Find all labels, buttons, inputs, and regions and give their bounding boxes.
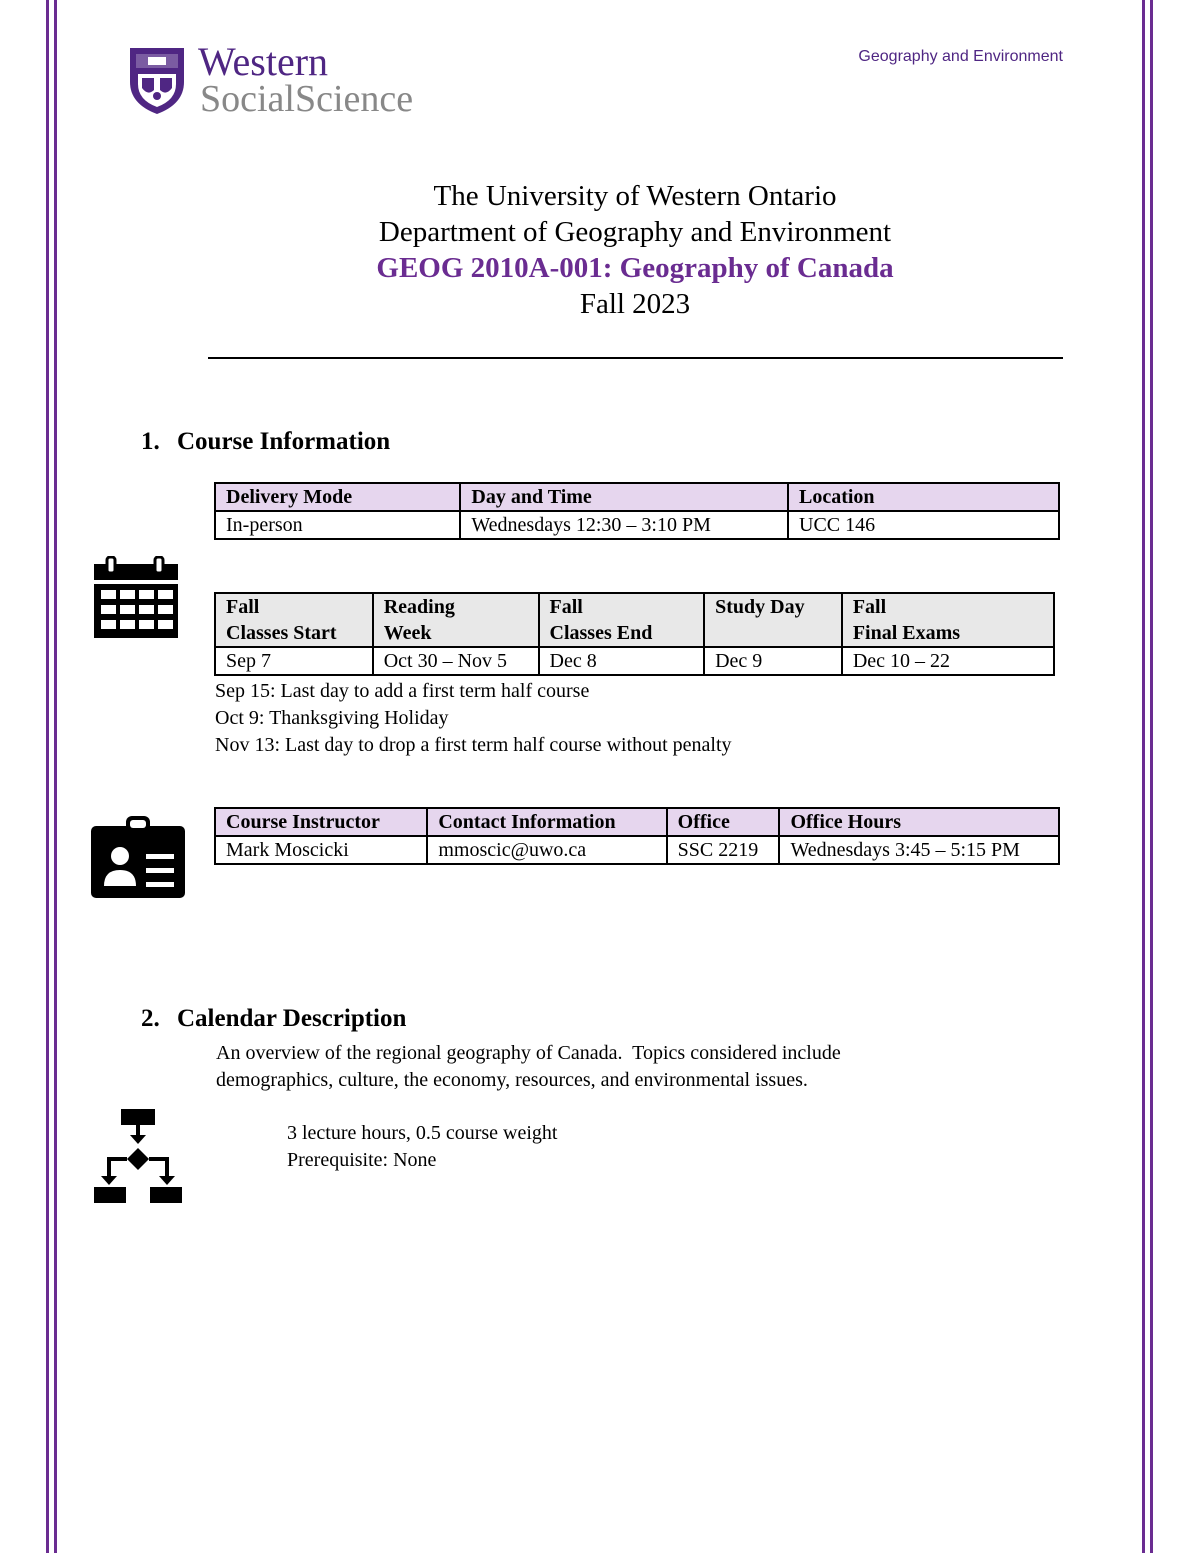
table-row: [215, 836, 1059, 864]
table-cell: SSC 2219: [667, 836, 780, 864]
header-divider: [208, 357, 1063, 359]
table-cell: Dec 8: [539, 647, 705, 675]
department-tag: Geography and Environment: [858, 48, 1063, 65]
table-header-row: [215, 593, 1054, 647]
delivery-table: [214, 482, 1060, 540]
table-header-row: [215, 483, 1059, 511]
table-row: [215, 511, 1059, 539]
table-header-cell: Study Day: [704, 593, 842, 647]
section-heading-calendar-description: [141, 1005, 406, 1033]
prerequisite: Prerequisite: None: [287, 1149, 437, 1171]
table-header-cell: Day and Time: [460, 483, 788, 511]
table-header-cell: Delivery Mode: [215, 483, 460, 511]
section-title: Calendar Description: [177, 1005, 407, 1032]
logo-text-western: Western: [198, 39, 329, 84]
table-header-cell: Course Instructor: [215, 808, 427, 836]
calendar-icon: [93, 556, 179, 640]
section-number: 1.: [141, 428, 160, 455]
department-name: Department of Geography and Environment: [378, 216, 892, 248]
instructor-table: [214, 807, 1060, 865]
section-number: 2.: [141, 1005, 160, 1032]
important-dates-table: [214, 592, 1055, 676]
section-heading-course-information: [141, 428, 390, 456]
description-line: An overview of the regional geography of Canada. Topics considered include: [216, 1042, 841, 1064]
university-name: The University of Western Ontario: [433, 180, 837, 212]
document-header: [0, 178, 1200, 322]
section-title: Course Information: [177, 428, 391, 455]
table-header-row: [215, 808, 1059, 836]
table-header-cell: Fall Final Exams: [842, 593, 1054, 647]
table-header-cell: Reading Week: [373, 593, 539, 647]
table-cell: UCC 146: [788, 511, 1059, 539]
table-header-cell: Location: [788, 483, 1059, 511]
course-meta: [287, 1120, 557, 1174]
table-cell: Mark Moscicki: [215, 836, 427, 864]
logo-text-social-science: SocialScience: [200, 78, 414, 120]
table-header-cell: Fall Classes Start: [215, 593, 373, 647]
id-badge-icon: [90, 814, 186, 900]
note-line: Sep 15: Last day to add a first term half course: [215, 680, 590, 702]
description-line: demographics, culture, the economy, resources, and environmental issues.: [216, 1069, 808, 1091]
flowchart-icon: [93, 1108, 183, 1204]
table-header-cell: Office: [667, 808, 780, 836]
calendar-description-text: [216, 1040, 996, 1094]
table-header-cell: Contact Information: [427, 808, 666, 836]
table-header-cell: Fall Classes End: [539, 593, 705, 647]
table-cell: Sep 7: [215, 647, 373, 675]
important-date-notes: [215, 678, 732, 759]
table-cell: Oct 30 – Nov 5: [373, 647, 539, 675]
table-cell: Dec 9: [704, 647, 842, 675]
course-weight: 3 lecture hours, 0.5 course weight: [287, 1122, 558, 1144]
table-header-cell: Office Hours: [779, 808, 1059, 836]
western-shield-logo: [128, 44, 186, 116]
table-cell: Dec 10 – 22: [842, 647, 1054, 675]
table-cell: Wednesdays 12:30 – 3:10 PM: [460, 511, 788, 539]
table-cell: Wednesdays 3:45 – 5:15 PM: [779, 836, 1059, 864]
note-line: Oct 9: Thanksgiving Holiday: [215, 707, 449, 729]
instructor-email: mmoscic@uwo.ca: [427, 836, 666, 864]
course-title: GEOG 2010A-001: Geography of Canada: [376, 252, 894, 284]
table-cell: In-person: [215, 511, 460, 539]
note-line: Nov 13: Last day to drop a first term half course without penalty: [215, 734, 732, 756]
term: Fall 2023: [579, 288, 691, 320]
table-row: [215, 647, 1054, 675]
